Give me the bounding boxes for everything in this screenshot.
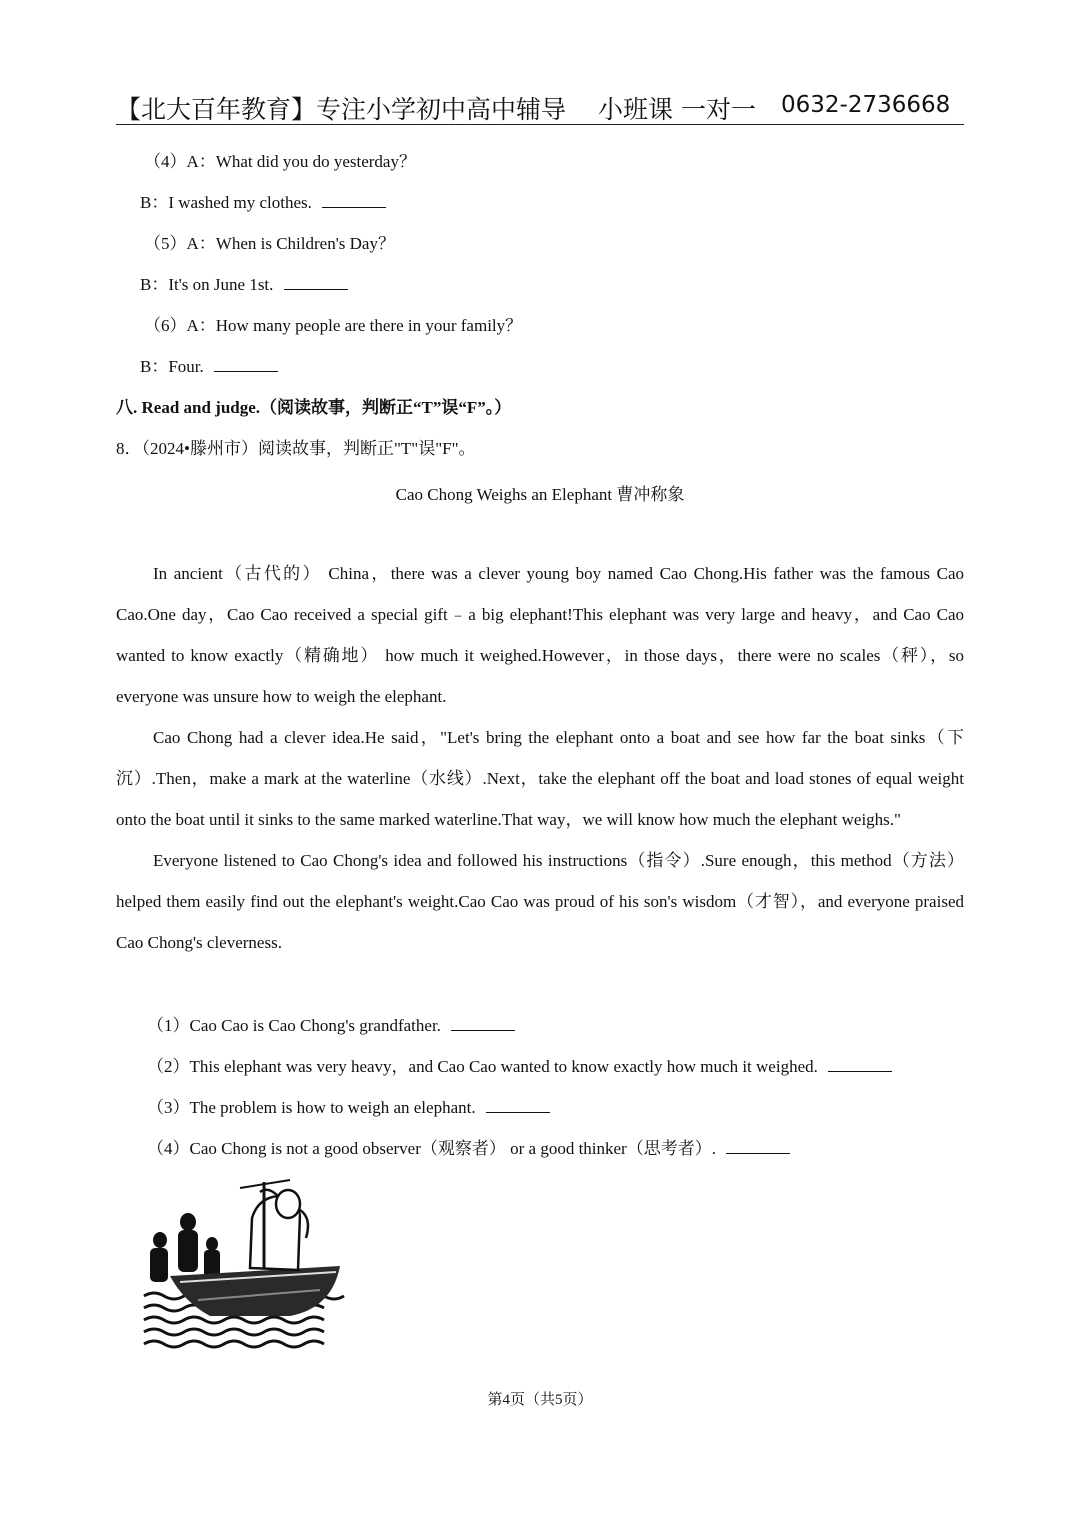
header-phone: 0632-2736668: [781, 92, 951, 118]
page-header: [116, 88, 964, 125]
answer-blank: [486, 1096, 550, 1113]
dialog-5-answer: B：It's on June 1st.: [140, 273, 348, 297]
statement-3: （3）The problem is how to weigh an elephant.: [147, 1096, 550, 1120]
header-class-type: 小班课 一对一: [598, 95, 756, 124]
dialog-5-question: （5）A：When is Children's Day？: [144, 234, 395, 253]
answer-blank: [726, 1137, 790, 1154]
story-body: [116, 553, 964, 963]
section-heading: 八. Read and judge.（阅读故事，判断正“T”误“F”。）: [116, 398, 512, 417]
answer-blank: [322, 191, 386, 208]
dialog-6-answer: B：Four.: [140, 355, 278, 379]
statement-4: （4）Cao Chong is not a good observer（观察者） or a good thinker（思考者）.: [147, 1137, 790, 1161]
story-title: Cao Chong Weighs an Elephant 曹冲称象: [395, 485, 685, 504]
statement-1: （1）Cao Cao is Cao Chong's grandfather.: [147, 1014, 515, 1038]
answer-blank: [214, 355, 278, 372]
story-paragraph: Cao Chong had a clever idea.He said，"Let's bring the elephant onto a boat and see how far the boat sinks（下沉）.Then，make a mark at the waterline（水线）.Next，take the elephant off the boat and load stones of equal weight onto the boat until it sinks to the same marked waterline.That way，we will know how much the elephant weighs.": [116, 728, 964, 829]
page-number: 第4页（共5页）: [487, 1392, 593, 1408]
story-paragraph: In ancient（古代的） China，there was a clever young boy named Cao Chong.His father was the famous Cao Cao.One day，Cao Cao received a special gift﹣a big elephant!This elephant was very large and heavy，and Cao Cao wanted to know exactly（精确地） how much it weighed.However，in those days，there were no scales（秤），so everyone was unsure how to weigh the elephant.: [116, 564, 964, 706]
dialog-6-question: （6）A：How many people are there in your family？: [144, 316, 523, 335]
header-brand: 【北大百年教育】专注小学初中高中辅导: [116, 95, 567, 124]
dialog-4-answer: B：I washed my clothes.: [140, 191, 386, 215]
answer-blank: [451, 1014, 515, 1031]
story-paragraph: Everyone listened to Cao Chong's idea and followed his instructions（指令）.Sure enough，this method（方法） helped them easily find out the elephant's weight.Cao Cao was proud of his son's wisdom（才智），and everyone praised Cao Chong's cleverness.: [116, 851, 964, 952]
answer-blank: [284, 273, 348, 290]
elephant-boat-illustration: [140, 1178, 352, 1354]
dialog-4-question: （4）A：What did you do yesterday？: [144, 152, 416, 171]
answer-blank: [828, 1055, 892, 1072]
statement-2: （2）This elephant was very heavy，and Cao Cao wanted to know exactly how much it weighed.: [147, 1055, 892, 1079]
question-intro: 8．（2024•滕州市）阅读故事，判断正"T"误"F"。: [116, 439, 476, 458]
